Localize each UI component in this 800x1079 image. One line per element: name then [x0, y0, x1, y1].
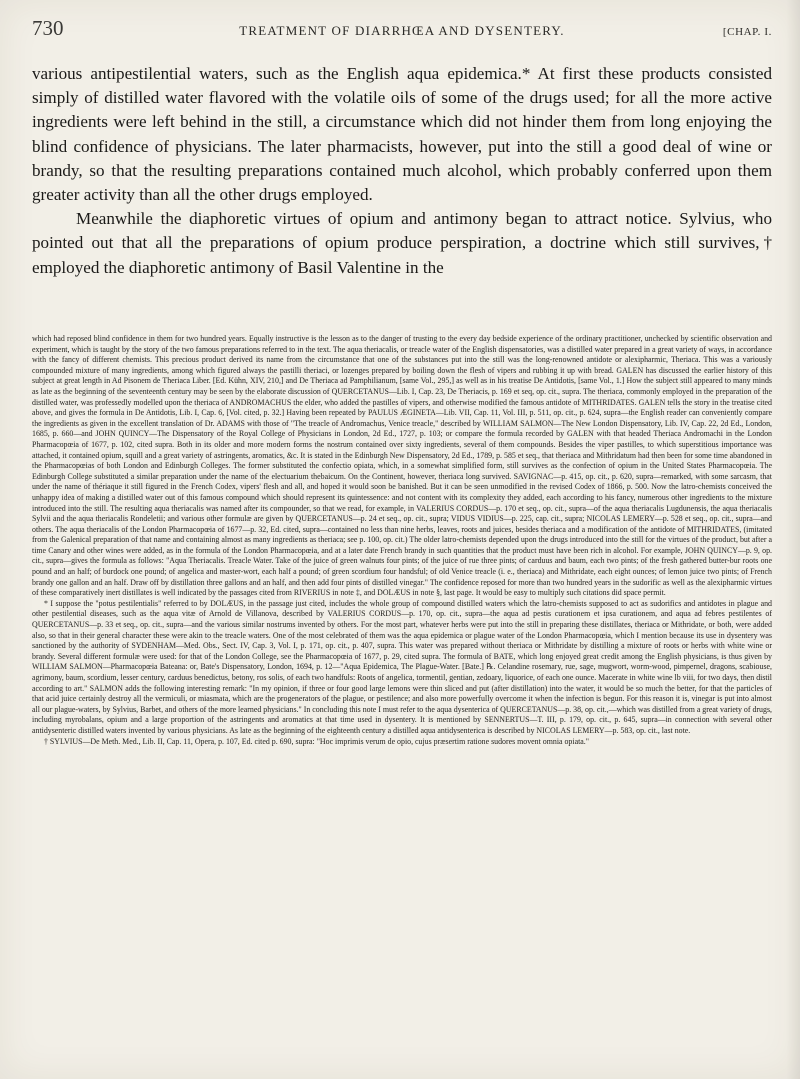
running-title: TREATMENT OF DIARRHŒA AND DYSENTERY. — [239, 23, 565, 38]
chapter-label: [CHAP. I. — [722, 26, 772, 38]
running-head — [32, 16, 772, 40]
body-paragraph-2: Meanwhile the diaphoretic virtues of opium and antimony began to attract notice. Sylvius, who pointed out that all the preparations of opium produce perspiration, a doctrine which still survives,† employed the diaphoretic antimony of Basil Valentine in the — [32, 209, 772, 277]
page-number: 730 — [32, 16, 64, 40]
footnote-continued: which had reposed blind confidence in them for two hundred years. Equally instructive is the lesson as to the danger of trusting to the every day bedside experience of the ordinary practitioner, unchecked by scientific observation and experiment, which is taught by the story of the two famous preparations referred to in the text. The aqua theriacalis, or treacle water of the English dispensatories, was a distilled water prepared in a great variety of ways, in accordance with the fancy of different chemists. This precious product derived its name from the circumstance that one of the substances put into the still was the long-renowned antidote or alexipharmic, Theriaca. This was a variously compounded mixture of many ingredients, among which figured always the pastilli theriaci, or lozenges prepared by boiling down the flesh of vipers and rubbing it up with bread. GALEN has discussed the earlier history of this subject at great length in Ad Pisonem de Theriaca Liber. [Ed. Kühn, XIV, 210,] and De Theriaca ad Pamphilianum, [same Vol., 295,] as well as in his treatise De Antidotis, [same Vol., 1.] How the subject still appeared to many minds as late as the beginning of the seventeenth century may be seen by the elaborate discussion of QUERCETANUS—Lib. I, Cap. 23, De Theriacis, p. 169 et seq, op. cit., supra. The theriaca, commonly employed in the preparation of the distilled water, was professedly modelled upon the theriaca of ANDROMACHUS the elder, who added the pastilles of vipers, and otherwise modified the famous antidote of MITHRIDATES. GALEN tells the story in the treatise cited above, and gives the formula in De Antidotis, Lib. I, Cap. 6, [Vol. cited, p. 32.] Having been repeated by PAULUS ÆGINETA—Lib. VII, Cap. 11, Vol. III, p. 511, op. cit., p. 624, supra—the English reader can conveniently compare the ingredients as given in the excellent translation of Dr. ADAMS with those of "The treacle of Andromachus, Venice treacle," described by WILLIAM SALMON—The New London Dispensatory, Lib. IV, Cap. 22, 2d Ed., London, 1685, p. 660—and JOHN QUINCY—The Dispensatory of the Royal College of Physicians in London, 2d Ed., 1727, p. 103; or compare the formula recorded by GALEN with that headed Theriaca Andromachi in the London Pharmacopœia of 1677, p. 102, cited supra. Both in its older and more modern forms the nostrum contained over sixty ingredients, several of them compounds. Besides the viper pastilles, to which superstitious importance was attached, it contained opium, squill and a great variety of astringents, aromatics, &c. It is stated in the Edinburgh New Dispensatory, 2d Ed., 1789, p. 585 et seq., that theriaca and Mithridatum had then been for some time abandoned in the Pharmacopœias of both London and Edinburgh Colleges. The former substituted the confectio opiata, which, in a somewhat simplified form, still survives as the confection of opium in the United States Pharmacopœia. The Edinburgh College substituted a similar preparation under the name of the electuarium thebaicum. On the Continent, however, theriaca long survived. SAVIGNAC—p. 415, op. cit., p. 620, supra—remarked, with some sarcasm, that under the name of thériaque it still figured in the French Codex, vipers' flesh and all, and hoped it would soon be banished. But it can be seen unmodified in the revised Codex of 1866, p. 500. Now the latro-chemists conceived the unhappy idea of making a distilled water out of this famous compound which should represent its quintessence: and not content with its complexity they added, each according to his fancy, numerous other ingredients to the mixture introduced into the still. The resulting aqua theriacalis was named after its compounder, so that we read, for example, in VALERIUS CORDUS—p. 170 et seq., op. cit., supra—of the aqua theriacalis Lugdunensis, the aqua theriacalis Sylvii and the aqua theriacalis Rondeletii; and various other formulæ are given by QUERCETANUS—p. 24 et seq., op. cit., supra; VIDUS VIDIUS—p. 225, cap. cit., supra; NICOLAS LEMERY—p. 528 et seq., op. cit., supra—and others. The aqua theriacalis of the London Pharmacopœia of 1677—p. 32, Ed. cited, supra—contained no less than nine herbs, leaves, roots and juices, besides theriaca and a modification of the antidote of MITHRIDATES, (imitated from the Galenical preparation of that name and containing almost as many ingredients as theriaca; see p. 100, op. cit.) The older latro-chemists depended upon the drugs introduced into the still for the virtues of the product, but after a time Canary and other wines were added, as in the formula of the London Pharmacopœia, and at a later date French brandy in such quantities that the product must have been rich in alcohol. For example, JOHN QUINCY—p. 9, op. cit., supra—gives the formula as follows: "Aqua Theriacalis. Treacle Water. Take of the juice of green walnuts four pints; of the juice of rue three pints; of carduus and baum, each two pints; of the fresh gathered butter-bur roots one pound and an half; of burdock one pound; of angelica and master-wort, each half a pound; of green scordium four handsful; of old Venice treacle (i. e., theriaca) and Mithridate, each eight ounces; of lemon juice two pints; of French brandy one gallon and an half. Draw off by distillation three gallons and an half, and then add four pints of distilled vinegar." The confidence reposed for more than two hundred years in the sudorific as well as the alexipharmic virtues of these comparatively inert distillates is well indicated by the passages cited from RIVERIUS in note ‡, and DOLÆUS in note §, last page. It would be easy to multiply such citations did space permit. — [32, 334, 772, 598]
footnote-asterisk: * I suppose the "potus pestilentialis" referred to by DOLÆUS, in the passage just cited, includes the whole group of compound distilled waters which the latro-chemists supposed to act as sudorifics and antidotes in plague and other pestilential diseases, such as the aqua vitæ of Arnold de Villanova, described by VALERIUS CORDUS—p. 170, op. cit., supra—the aqua ad pestis curationem et ipsa curationem, and aqua ad febres pestilentes of QUERCETANUS—p. 33 et seq., op. cit., supra—and the various similar nostrums invented by others. For the most part, whatever herbs were put into the still in preparing these distillates, theriaca or Mithridate, or both, were added also, so that in their general character these were akin to the treacle waters. One of the most celebrated of them was the aqua epidemica or plague water of the London Pharmacopœia, which I mention because its use in dysentery was sanctioned by the authority of SYDENHAM—Med. Obs., Sect. IV, Cap. 3, Vol. I, p. 171, op. cit., p. 407, supra. This water was prepared without theriaca or Mithridate by distilling a mixture of roots or herbs with white wine or brandy. Several different formulæ were used: for that of the London College, see the Pharmacopœia of 1677, p. 29, cited supra. The formula of BATE, which long enjoyed great credit among the English physicians, is thus given by WILLIAM SALMON—Pharmacopœia Bateana: or, Bate's Dispensatory, London, 1694, p. 12—"Aqua Epidemica, The Plague-Water. [Bate.] ℞. Celandine rosemary, rue, sage, mugwort, worm-wood, pimpernel, dragons, scabiouse, agrimony, baum, scordium, lesser century, carduus benedictus, betony, ros solis, of each two handfuls: Roots of angelica, tormentil, gentian, zedoary, liquorice, of each one ounce. Macerate in white wine lb viii, for two days, then distil according to art." SALMON adds the following interesting remark: "In my opinion, if three or four good large lemons were thin sliced and put (after distillation) into the water, it would be so much the better, for that the particles of that acid juice certainly destroy all the vermiculi, or miasmata, which are the progenerators of the plague, or pestilence; and also more powerfully overcome it when the infection is begun. For this reason it is, vinegar is put into almost all our plague-waters, by Sylvius, Barbet, and others of the more learned physicians." In concluding this note I must refer to the aqua dysenterica of QUERCETANUS—p. 38, op. cit.,—which was distilled from a great variety of drugs, including myrobalans, opium and a large proportion of the astringents and aromatics at that time used in dysentery. It is mentioned by SENNERTUS—T. III, p. 179, op. cit., p. 645, supra—in connection with several other antidysenteric distilled waters invented by various physicians. As late as the beginning of the eighteenth century a distilled aqua antidysenterica is described by NICOLAS LEMERY—p. 583, op. cit., last note. — [32, 598, 772, 735]
body-paragraph-1: various antipestilential waters, such as the English aqua epidemica.* At first these products consisted simply of distilled water flavored with the volatile oils of some of the drugs used; for all the more active ingredients were left behind in the still, a circumstance which did not hinder them from long enjoying the blind confidence of physicians. The later pharmacists, however, put into the still a good deal of wine or brandy, so that the resulting preparations contained much alcohol, which probably conferred upon them greater activity than all the other drugs employed. — [32, 64, 772, 205]
footnotes — [32, 334, 772, 747]
page-edge-shadow — [786, 0, 800, 1079]
main-text — [32, 62, 772, 280]
footnote-dagger: † SYLVIUS—De Meth. Med., Lib. II, Cap. 11, Opera, p. 107, Ed. cited p. 690, supra: "Hoc imprimis verum de opio, cujus præsertim ratione sudores movent omnia opiata." — [44, 736, 589, 746]
